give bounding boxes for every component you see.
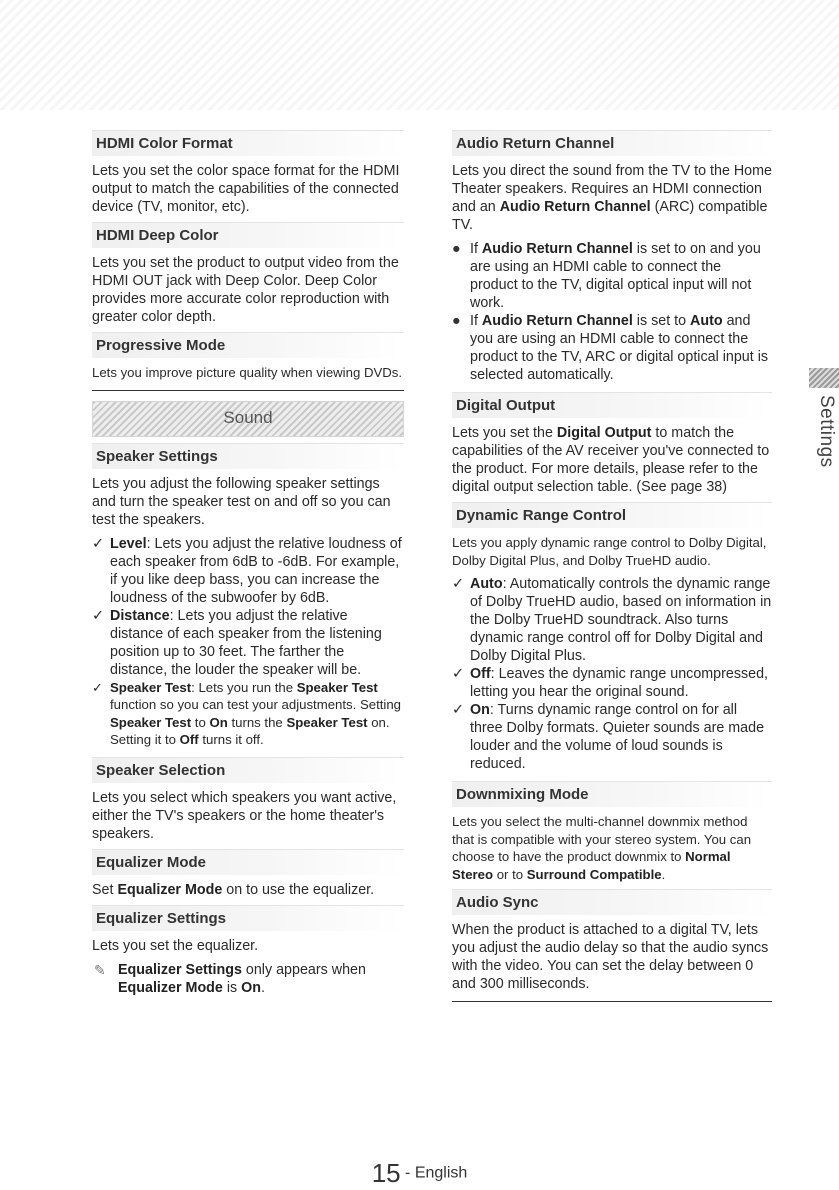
section-title-dynamic-range-control: Dynamic Range Control (452, 502, 772, 528)
section-divider (92, 390, 404, 391)
checkmark-icon: ✓ (452, 576, 464, 592)
body-text: to match the capabilities of the AV receiver you've connected to the product. For more details, please refer to the digital output selection table. (See page 38) (452, 425, 770, 495)
item-bold: On (209, 714, 228, 730)
body-text: Lets you select the multi-channel downmix method that is compatible with your stereo system. You can choose to have the product downmix to (452, 814, 752, 864)
item-text: is set to on and you are using an HDMI cable to connect the product to the TV, digital optical input will not work. (470, 241, 761, 311)
body-text: Lets you set the (452, 425, 557, 441)
arc-bullet-list (452, 240, 772, 384)
item-label: Auto (470, 576, 503, 592)
checkmark-icon: ✓ (92, 679, 104, 695)
list-item-level (92, 535, 404, 607)
sound-banner (92, 401, 404, 437)
checkmark-icon: ✓ (92, 535, 104, 552)
item-text: : Leaves the dynamic range uncompressed, letting you hear the original sound. (470, 666, 769, 700)
list-item-speaker-test (92, 679, 404, 749)
body-text: (ARC) compatible TV. (452, 199, 768, 233)
item-text: and you are using an HDMI cable to connect the product to the TV, ARC or digital optical input is selected automatically. (470, 313, 769, 383)
section-title-audio-sync: Audio Sync (452, 889, 772, 915)
list-item-on (452, 701, 772, 773)
section-title-equalizer-mode: Equalizer Mode (92, 849, 404, 875)
body-bold: Normal Stereo (452, 849, 731, 882)
bullet-icon: ● (452, 241, 461, 257)
body-text: on to use the equalizer. (222, 881, 375, 898)
body-bold: Digital Output (556, 425, 652, 441)
item-bold: Off (179, 732, 199, 747)
item-bold: Auto (690, 313, 723, 329)
section-body-audio-sync: When the product is attached to a digital TV, lets you adjust the audio delay so that the audio syncs with the video. You can set the delay between 0 and 300 milliseconds. (452, 922, 769, 992)
section-body-equalizer-settings: Lets you set the equalizer. (92, 937, 259, 954)
section-body-dynamic-range-control: Lets you apply dynamic range control to Dolby Digital, Dolby Digital Plus, and Dolby TrueHD audio. (452, 535, 767, 568)
drc-option-list (452, 575, 772, 773)
item-label: Off (470, 666, 491, 682)
sound-banner-label: Sound (223, 407, 273, 427)
section-body-digital-output (452, 424, 772, 496)
section-body-audio-return-channel (452, 162, 772, 234)
item-text: on. Setting it to (110, 714, 390, 747)
item-text: function so you can test your adjustments. Setting (110, 697, 402, 712)
section-body-speaker-settings: Lets you adjust the following speaker settings and turn the speaker test on and off so you can test the speakers. (92, 475, 391, 528)
section-body-hdmi-deep-color: Lets you set the product to output video from the HDMI OUT jack with Deep Color. Deep Color provides more accurate color reproduction with greater color depth. (92, 255, 399, 325)
note-bold: Equalizer Settings (118, 961, 242, 978)
section-title-speaker-settings: Speaker Settings (92, 443, 404, 469)
item-bold: Speaker Test (296, 679, 378, 695)
section-title-hdmi-color-format: HDMI Color Format (92, 130, 404, 156)
section-body-downmixing-mode (452, 813, 772, 883)
body-text: Set (92, 881, 118, 898)
item-bold: Audio Return Channel (481, 313, 633, 329)
bullet-icon: ● (452, 313, 461, 329)
speaker-settings-list (92, 535, 404, 749)
equalizer-note (92, 961, 404, 997)
item-bold: Speaker Test (110, 714, 192, 730)
item-label: Distance (110, 607, 170, 624)
item-text: to (191, 714, 210, 730)
body-text: . (661, 866, 666, 882)
item-text: : Lets you run the (191, 679, 297, 695)
checkmark-icon: ✓ (452, 666, 464, 682)
settings-side-tab-marker (809, 368, 839, 388)
item-label: Level (110, 535, 147, 552)
list-item-off (452, 665, 772, 701)
list-item-arc-auto (452, 312, 772, 384)
item-text: : Automatically controls the dynamic range of Dolby TrueHD audio, based on information in the Dolby TrueHD soundtrack. Also turns dynamic range control off for Dolby Digital and Dolby Digital Plus. (470, 576, 772, 664)
section-title-equalizer-settings: Equalizer Settings (92, 905, 404, 931)
section-body-progressive-mode: Lets you improve picture quality when viewing DVDs. (92, 365, 403, 380)
item-text: If (470, 313, 482, 329)
section-title-digital-output: Digital Output (452, 392, 772, 418)
item-bold: Audio Return Channel (481, 241, 633, 257)
footer-language: - English (400, 1164, 468, 1182)
section-divider (452, 1001, 772, 1002)
section-body-hdmi-color-format: Lets you set the color space format for the HDMI output to match the capabilities of the connected device (TV, monitor, etc). (92, 163, 400, 215)
list-item-arc-on (452, 240, 772, 312)
item-label: Speaker Test (110, 679, 192, 695)
settings-side-tab-label: Settings (816, 395, 837, 468)
item-text: is set to (632, 313, 691, 329)
section-title-speaker-selection: Speaker Selection (92, 757, 404, 783)
item-text: If (470, 241, 482, 257)
list-item-auto (452, 575, 772, 665)
item-text: : Lets you adjust the relative loudness of each speaker from 6dB to -6dB. For example, if you like deep bass, you can increase the loudness of the subwoofer by 6dB. (110, 535, 402, 606)
item-text: turns it off. (198, 732, 264, 747)
body-text: or to (493, 866, 527, 882)
checkmark-icon: ✓ (452, 702, 464, 718)
top-pattern-band (0, 0, 839, 110)
section-body-equalizer-mode (92, 881, 404, 899)
note-icon: ✎ (94, 961, 106, 978)
note-bold: On (241, 979, 262, 996)
note-text: only appears when (241, 961, 366, 978)
item-text: turns the (227, 714, 287, 730)
item-label: On (470, 702, 490, 718)
list-item-distance (92, 607, 404, 679)
section-title-progressive-mode: Progressive Mode (92, 332, 404, 358)
item-text: : Turns dynamic range control on for all three Dolby formats. Quieter sounds are made louder and the volume of loud sounds is reduced. (470, 702, 765, 772)
item-text: : Lets you adjust the relative distance of each speaker from the listening position up to 30 feet. The farther the distance, the louder the speaker will be. (110, 607, 382, 678)
page-footer (0, 1158, 839, 1189)
page-number: 15 (371, 1158, 401, 1188)
item-bold: Speaker Test (286, 714, 368, 730)
body-bold: Surround Compatible (526, 866, 662, 882)
section-body-speaker-selection: Lets you select which speakers you want active, either the TV's speakers or the home theater's speakers. (92, 789, 397, 842)
note-text: . (261, 979, 265, 996)
section-title-hdmi-deep-color: HDMI Deep Color (92, 222, 404, 248)
section-title-downmixing-mode: Downmixing Mode (452, 781, 772, 807)
body-bold: Equalizer Mode (117, 881, 223, 898)
body-bold: Audio Return Channel (499, 199, 651, 215)
body-text: Lets you direct the sound from the TV to the Home Theater speakers. Requires an HDMI connection and an (452, 163, 772, 215)
note-text: is (222, 979, 242, 996)
right-column (452, 130, 772, 1012)
left-column (92, 130, 404, 997)
note-bold: Equalizer Mode (118, 979, 223, 996)
checkmark-icon: ✓ (92, 607, 104, 624)
section-title-audio-return-channel: Audio Return Channel (452, 130, 772, 156)
